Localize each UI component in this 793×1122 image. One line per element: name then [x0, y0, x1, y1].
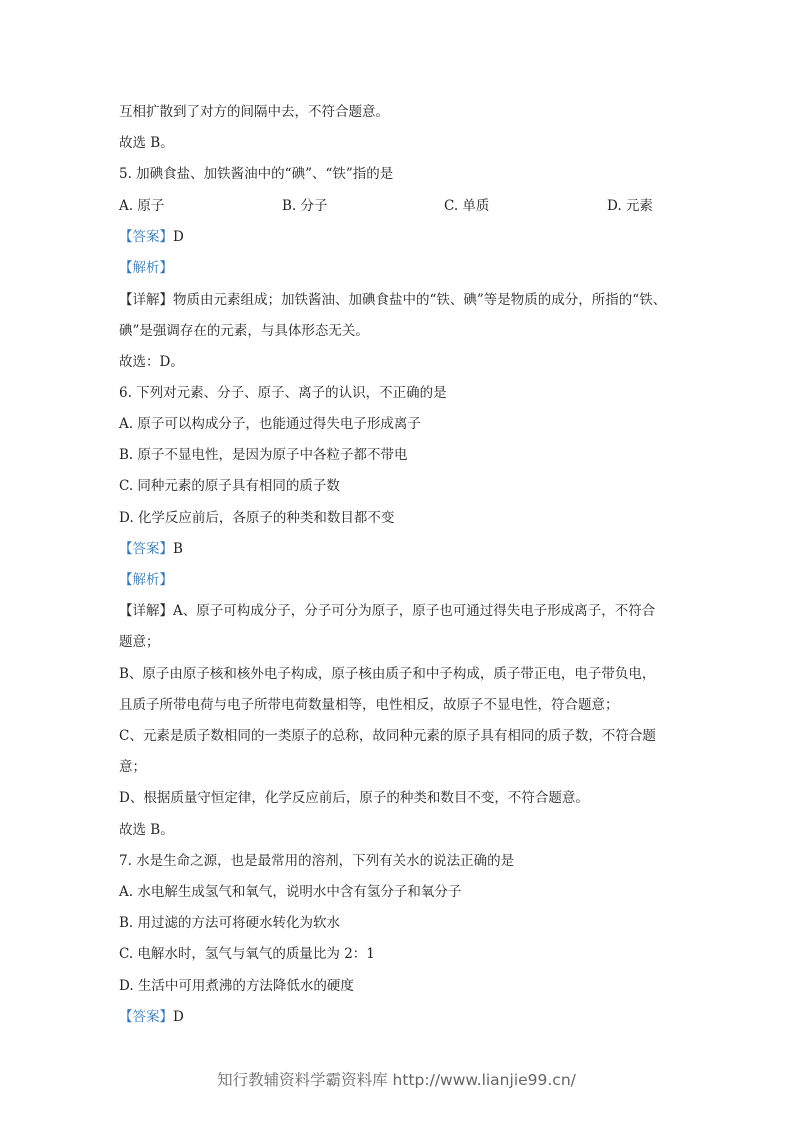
- q6-detail-line: B、原子由原子核和核外电子构成，原子核由质子和中子构成，质子带正电，电子带负电，: [119, 666, 656, 682]
- q6-detail-line: D、根据质量守恒定律，化学反应前后，原子的种类和数目不变，不符合题意。: [119, 790, 589, 806]
- text-line: 互相扩散到了对方的间隔中去，不符合题意。: [119, 104, 389, 120]
- q6-choose-line: 故选 B。: [119, 822, 174, 838]
- q5-option-d: D. 元素: [607, 198, 653, 214]
- detail-tag: 【详解】: [119, 292, 173, 308]
- q6-detail-line: 题意；: [119, 634, 160, 650]
- q6-option-c: C. 同种元素的原子具有相同的质子数: [119, 478, 340, 494]
- q6-analysis-tag: 【解析】: [119, 572, 173, 588]
- q6-detail-line: [119, 601, 655, 621]
- q7-answer-line: [119, 1007, 184, 1027]
- answer-value: D: [173, 229, 184, 245]
- q7-option-c: C. 电解水时，氢气与氧气的质量比为 2：1: [119, 946, 375, 962]
- q7-option-a: A. 水电解生成氢气和氧气，说明水中含有氢分子和氧分子: [119, 884, 462, 900]
- q6-detail-line: 且质子所带电荷与电子所带电荷数量相等，电性相反，故原子不显电性，符合题意；: [119, 697, 619, 713]
- q5-analysis-tag: 【解析】: [119, 260, 173, 276]
- detail-text: A、原子可构成分子，分子可分为原子，原子也可通过得失电子形成离子，不符合: [173, 603, 656, 619]
- q6-option-a: A. 原子可以构成分子，也能通过得失电子形成离子: [119, 416, 421, 432]
- q6-answer-line: [119, 539, 183, 559]
- footer-watermark: 知行教辅资料学霸资料库 http://www.lianjie99.cn/: [217, 1071, 576, 1089]
- q5-option-c: C. 单质: [444, 198, 490, 214]
- answer-value: B: [173, 541, 183, 557]
- answer-tag: 【答案】: [119, 541, 173, 557]
- q6-option-b: B. 原子不显电性，是因为原子中各粒子都不带电: [119, 447, 408, 463]
- q7-option-d: D. 生活中可用煮沸的方法降低水的硬度: [119, 978, 354, 994]
- q5-detail-line: 碘”是强调存在的元素，与具体形态无关。: [119, 323, 369, 339]
- question-5: 5. 加碘食盐、加铁酱油中的“碘”、“铁”指的是: [119, 166, 394, 182]
- answer-tag: 【答案】: [119, 1009, 173, 1025]
- detail-text: 物质由元素组成；加铁酱油、加碘食盐中的“铁、碘”等是物质的成分，所指的“铁、: [173, 292, 667, 308]
- q7-option-b: B. 用过滤的方法可将硬水转化为软水: [119, 915, 341, 931]
- q5-detail-line: [119, 290, 666, 310]
- q5-answer-line: [119, 227, 184, 247]
- question-6: 6. 下列对元素、分子、原子、离子的认识，不正确的是: [119, 385, 447, 401]
- q5-choose-line: 故选：D。: [119, 354, 184, 370]
- answer-tag: 【答案】: [119, 229, 173, 245]
- detail-tag: 【详解】: [119, 603, 173, 619]
- q5-option-b: B. 分子: [282, 198, 328, 214]
- choose-line: 故选 B。: [119, 135, 174, 151]
- q5-option-a: A. 原子: [119, 198, 165, 214]
- q6-option-d: D. 化学反应前后，各原子的种类和数目都不变: [119, 510, 395, 526]
- q6-detail-line: C、元素是质子数相同的一类原子的总称，故同种元素的原子具有相同的质子数，不符合题: [119, 728, 656, 744]
- q6-detail-line: 意；: [119, 759, 146, 775]
- answer-value: D: [173, 1009, 184, 1025]
- question-7: 7. 水是生命之源，也是最常用的溶剂，下列有关水的说法正确的是: [119, 853, 515, 869]
